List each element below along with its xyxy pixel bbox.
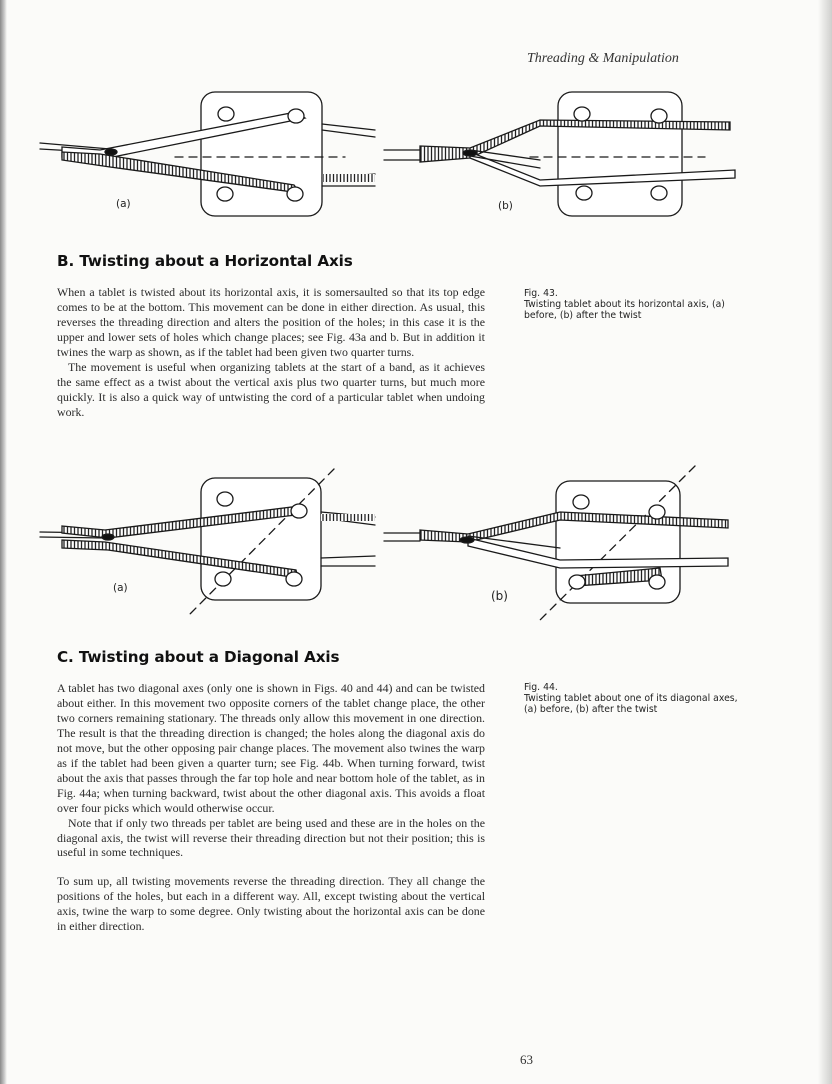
figure-44-illustration: [0, 450, 832, 620]
fig44a-drawing: [40, 469, 375, 616]
section-b-paragraph: When a tablet is twisted about its horizontal axis, it is somersaulted so that its top edge comes to be at the bottom. This movement can be done in either direction. As usual, this reverses the threading direction and alters the position of the holes; in this case it is the upper and lower sets of holes which change places; see Fig. 43a and b. But in addition it twines the warp as shown, as if the tablet had been given two quarter turns.: [57, 285, 485, 359]
section-b-body: [57, 285, 485, 420]
figure-44-caption-number: Fig. 44.: [524, 682, 558, 693]
fig44b-drawing: [384, 466, 728, 620]
running-head: Threading & Manipulation: [527, 51, 679, 66]
fig44-label-a: (a): [113, 582, 128, 594]
fig43-label-b: (b): [498, 200, 513, 212]
fig43a-drawing: [40, 92, 375, 216]
section-c-paragraph: A tablet has two diagonal axes (only one is shown in Figs. 40 and 44) and can be twisted about either. In this movement two opposite corners of the tablet change place, the other two corners remaining stationary. The threads only allow this movement in one direction. The result is that the threading direction is changed; the holes along the diagonal axis do not move, but the other opposing pair change places. The movement also twines the warp as if the tablet had been given a quarter turn; see Fig. 44b. When turning forward, twist about the axis that passes through the far top hole and near bottom hole of the tablet, as in Fig. 44a; when turning backward, twist about the other diagonal axis. This avoids a float over four picks which would otherwise occur.: [57, 681, 485, 815]
figure-43-caption-number: Fig. 43.: [524, 288, 558, 299]
section-c-paragraph: Note that if only two threads per tablet are being used and these are in the holes on the diagonal axis, the twist will reverse their threading direction but not their position; this is useful in some techniques.: [57, 815, 485, 860]
page-number: 63: [520, 1052, 533, 1067]
section-b-paragraph: The movement is useful when organizing tablets at the start of a band, as it achieves the same effect as a twist about the vertical axis plus two quarter turns, but much more quickly. It is also a quick way of untwisting the cord of a particular tablet when undoing work.: [57, 359, 485, 419]
fig43-label-a: (a): [116, 198, 131, 210]
figure-43-caption: [524, 288, 739, 322]
fig43b-drawing: [384, 92, 735, 216]
figure-43-caption-text: Twisting tablet about its horizontal axis, (a) before, (b) after the twist: [524, 299, 725, 322]
section-c-heading: C. Twisting about a Diagonal Axis: [57, 648, 340, 666]
fig44-label-b: (b): [491, 589, 508, 603]
figure-44-caption: [524, 682, 739, 716]
section-c-paragraph: To sum up, all twisting movements reverse the threading direction. They all change the positions of the holes, but each in a different way. All, except twisting about the vertical axis, twine the warp to some degree. Only twisting about the horizontal axis can be done in either direction.: [57, 874, 485, 934]
figure-44-caption-text: Twisting tablet about one of its diagonal axes, (a) before, (b) after the twist: [524, 693, 738, 716]
section-c-body: [57, 681, 485, 934]
section-b-heading: B. Twisting about a Horizontal Axis: [57, 252, 353, 270]
